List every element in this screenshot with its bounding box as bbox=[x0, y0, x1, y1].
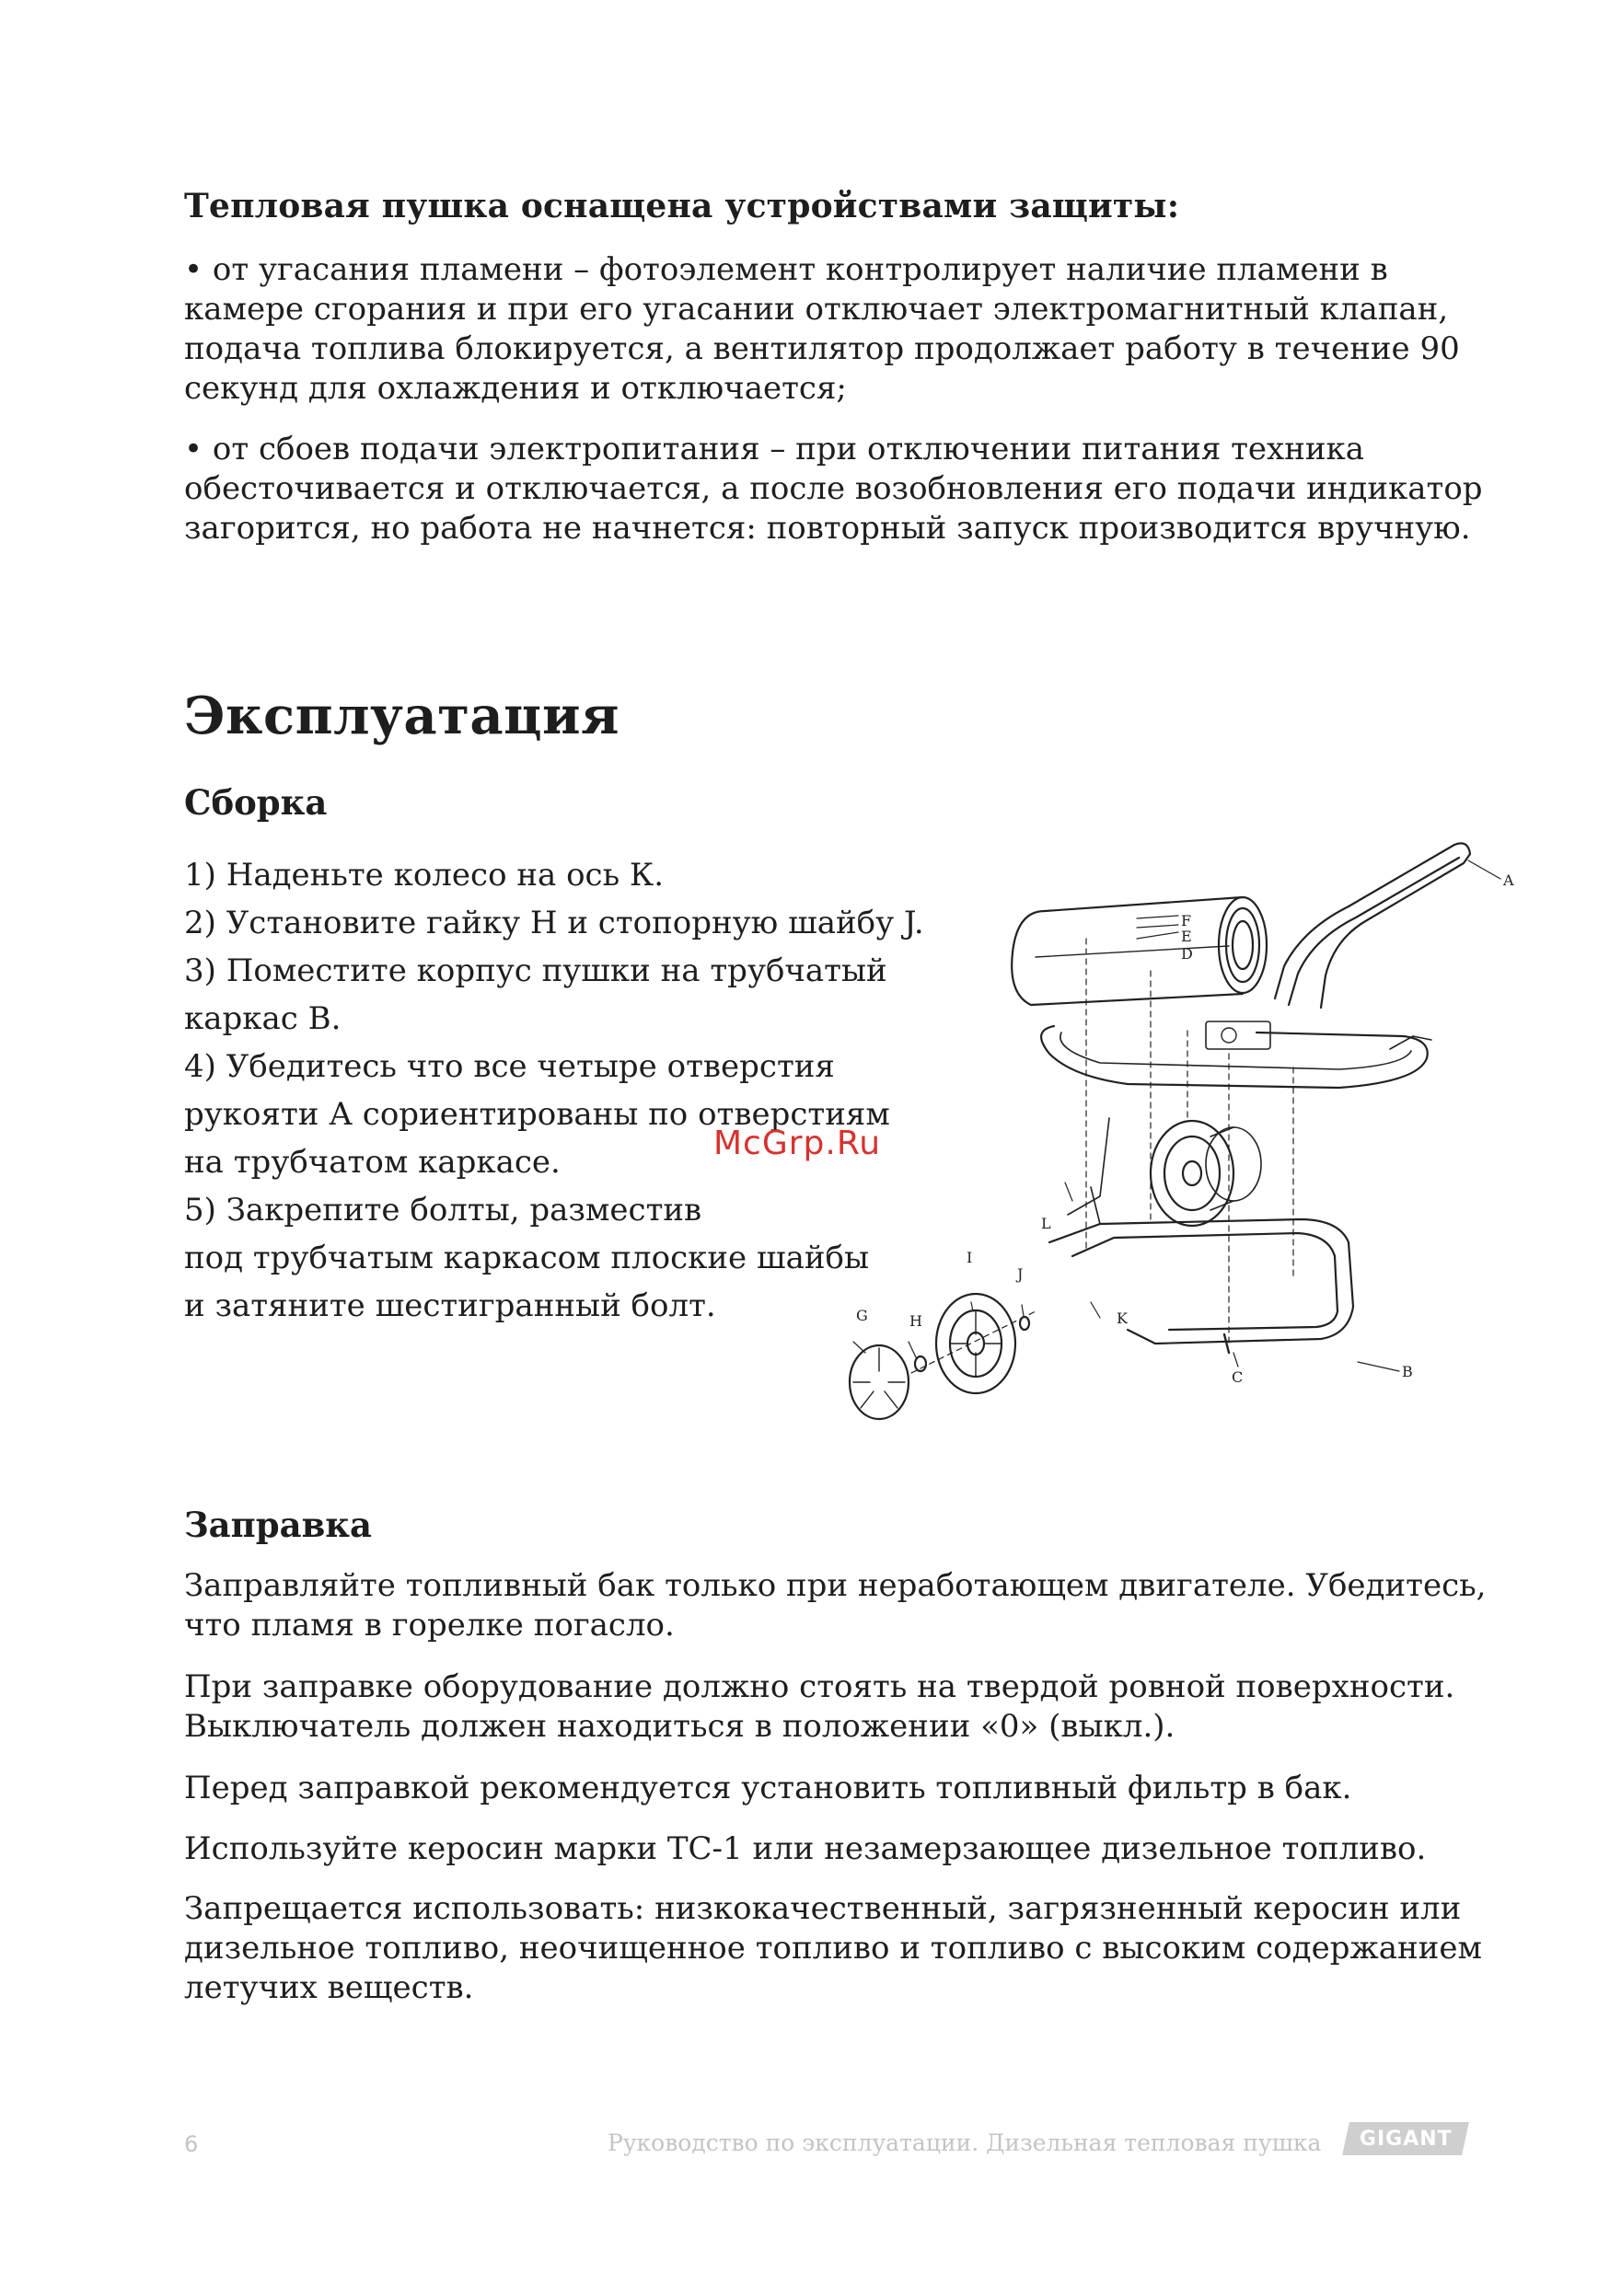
diagram-label-b: B bbox=[1402, 1363, 1413, 1380]
assembly-step-line: 2) Установите гайку Н и стопорную шайбу J. bbox=[184, 905, 924, 941]
refuel-title: Заправка bbox=[184, 1505, 372, 1545]
assembly-step-line: 4) Убедитесь что все четыре отверстия bbox=[184, 1048, 835, 1085]
protection-item-flame: • от угасания пламени – фотоэлемент контролирует наличие пламени в камере сгорания и при его угасании отключает электромагнитный клапан, подача топлива блокируется, а вентилятор продолжает работу в течение 90 секунд для охлаждения и отключается; bbox=[184, 251, 1460, 407]
diagram-label-g: G bbox=[856, 1307, 868, 1324]
diagram-label-i: I bbox=[967, 1249, 973, 1266]
assembly-step-line: 1) Наденьте колесо на ось К. bbox=[184, 857, 665, 894]
assembly-step-line: под трубчатым каркасом плоские шайбы bbox=[184, 1240, 870, 1276]
diagram-label-j: J bbox=[1017, 1265, 1024, 1283]
assembly-title: Сборка bbox=[184, 782, 328, 823]
refuel-paragraph: Запрещается использовать: низкокачественный, загрязненный керосин или дизельное топливо, неочищенное топливо и топливо с высоким содержанием летучих веществ. bbox=[184, 1890, 1482, 2006]
brand-logo bbox=[1342, 2122, 1469, 2155]
assembly-step-line: 5) Закрепите болты, разместив bbox=[184, 1192, 702, 1229]
assembly-step-line: рукояти А сориентированы по отверстиям bbox=[184, 1096, 890, 1133]
page-number: 6 bbox=[184, 2131, 199, 2157]
diagram-label-c: C bbox=[1232, 1368, 1244, 1386]
protection-item-power: • от сбоев подачи электропитания – при отключении питания техника обесточивается и отключается, а после возобновления его подачи индикатор загорится, но работа не начнется: повторный запуск производится вручную. bbox=[184, 431, 1483, 547]
footer-title: Руководство по эксплуатации. Дизельная тепловая пушка bbox=[608, 2129, 1322, 2156]
diagram-label-l: L bbox=[1041, 1215, 1051, 1232]
refuel-paragraph: Заправляйте топливный бак только при неработающем двигателе. Убедитесь, что пламя в горелке погасло. bbox=[184, 1567, 1487, 1644]
brand-logo-text: GIGANT bbox=[1359, 2127, 1453, 2151]
diagram-label-e: E bbox=[1181, 928, 1192, 945]
watermark: McGrp.Ru bbox=[713, 1125, 882, 1162]
diagram-label-k: K bbox=[1117, 1310, 1128, 1327]
assembly-step-line: и затяните шестигранный болт. bbox=[184, 1287, 716, 1324]
assembly-diagram bbox=[824, 791, 1523, 1445]
diagram-label-f: F bbox=[1181, 912, 1192, 929]
diagram-label-h: H bbox=[909, 1312, 922, 1330]
diagram-label-a: A bbox=[1503, 871, 1514, 889]
refuel-paragraph: При заправке оборудование должно стоять на твердой ровной поверхности. Выключатель должен находиться в положении «0» (выкл.). bbox=[184, 1668, 1455, 1745]
diagram-label-d: D bbox=[1181, 945, 1193, 963]
refuel-paragraph: Перед заправкой рекомендуется установить топливный фильтр в бак. bbox=[184, 1770, 1352, 1806]
refuel-paragraph: Используйте керосин марки ТС-1 или незамерзающее дизельное топливо. bbox=[184, 1830, 1427, 1867]
assembly-step-line: 3) Поместите корпус пушки на трубчатый bbox=[184, 952, 887, 989]
protection-heading: Тепловая пушка оснащена устройствами защиты: bbox=[184, 187, 1180, 225]
section-title: Эксплуатация bbox=[184, 686, 620, 746]
assembly-step-line: каркас В. bbox=[184, 1000, 342, 1037]
assembly-step-line: на трубчатом каркасе. bbox=[184, 1144, 561, 1181]
